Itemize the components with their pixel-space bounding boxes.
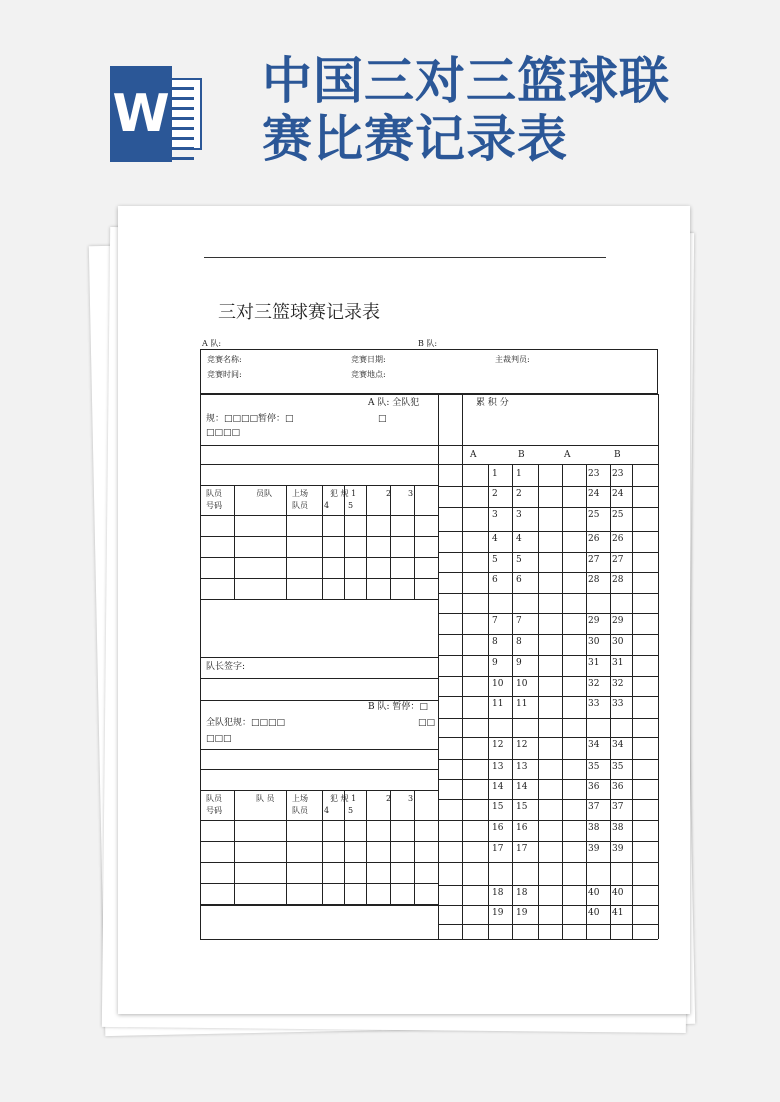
table-rule bbox=[438, 841, 658, 842]
table-rule bbox=[438, 634, 658, 635]
cumulative-score-header: 累 积 分 bbox=[476, 398, 509, 408]
score-cell: 34 bbox=[612, 740, 624, 750]
score-cell: 23 bbox=[588, 469, 600, 479]
table-rule bbox=[390, 485, 391, 599]
score-cell: 26 bbox=[588, 534, 600, 544]
table-rule bbox=[438, 696, 658, 697]
score-cell: 3 bbox=[516, 510, 522, 520]
score-cell: 35 bbox=[612, 762, 624, 772]
score-cell: 5 bbox=[492, 555, 498, 565]
table-rule bbox=[438, 905, 658, 906]
fouls-header: 犯 规 1 bbox=[330, 794, 357, 803]
team-b-fouls: 全队犯规：□□□□ bbox=[206, 718, 286, 728]
score-cell: 7 bbox=[492, 616, 498, 626]
foul-2-header: 2 bbox=[386, 489, 392, 498]
score-col-a: A bbox=[470, 450, 477, 460]
score-col-a2: A bbox=[564, 450, 571, 460]
score-cell: 9 bbox=[492, 658, 498, 668]
match-name-label: 竞赛名称: bbox=[207, 355, 242, 364]
score-cell: 15 bbox=[492, 802, 504, 812]
team-a-fouls-timeouts: 规：□□□□暂停：□ bbox=[206, 414, 294, 424]
score-cell: 8 bbox=[516, 637, 522, 647]
score-cell: 19 bbox=[492, 908, 504, 918]
match-place-label: 竞赛地点: bbox=[351, 370, 386, 379]
table-rule bbox=[234, 790, 235, 904]
score-cell: 8 bbox=[492, 637, 498, 647]
table-rule bbox=[200, 749, 438, 750]
score-cell: 32 bbox=[588, 679, 600, 689]
table-rule bbox=[366, 790, 367, 904]
table-rule bbox=[200, 515, 438, 516]
foul-4-header: 4 bbox=[324, 501, 330, 510]
banner-title-line1: 中国三对三篮球联 bbox=[262, 51, 670, 110]
table-rule bbox=[632, 464, 633, 939]
score-cell: 2 bbox=[516, 489, 522, 499]
foul-5-header: 5 bbox=[348, 806, 354, 815]
score-cell: 12 bbox=[516, 740, 528, 750]
match-date-label: 竞赛日期: bbox=[351, 355, 386, 364]
score-cell: 14 bbox=[492, 782, 504, 792]
table-rule bbox=[438, 779, 658, 780]
score-cell: 6 bbox=[492, 575, 498, 585]
score-record-table bbox=[200, 394, 658, 939]
score-cell: 15 bbox=[516, 802, 528, 812]
table-rule bbox=[438, 394, 439, 939]
score-cell: 7 bbox=[516, 616, 522, 626]
score-cell: 28 bbox=[588, 575, 600, 585]
table-rule bbox=[610, 464, 611, 939]
score-cell: 17 bbox=[492, 844, 504, 854]
team-a-label: A 队: bbox=[202, 339, 222, 348]
table-rule bbox=[200, 485, 438, 486]
score-cell: 39 bbox=[588, 844, 600, 854]
foul-2-header: 2 bbox=[386, 794, 392, 803]
score-cell: 3 bbox=[492, 510, 498, 520]
table-rule bbox=[286, 485, 287, 599]
score-cell: 17 bbox=[516, 844, 528, 854]
banner-title bbox=[262, 52, 742, 168]
score-cell: 10 bbox=[516, 679, 528, 689]
score-cell: 13 bbox=[516, 762, 528, 772]
table-rule bbox=[488, 464, 489, 939]
on-court-header: 上场 bbox=[292, 489, 308, 498]
score-cell: 27 bbox=[588, 555, 600, 565]
score-cell: 39 bbox=[612, 844, 624, 854]
score-col-b: B bbox=[518, 450, 525, 460]
team-a-boxes: □□□□ bbox=[206, 428, 241, 438]
table-rule bbox=[438, 552, 658, 553]
table-rule bbox=[438, 593, 658, 594]
score-cell: 36 bbox=[588, 782, 600, 792]
table-rule bbox=[200, 445, 658, 446]
table-rule bbox=[438, 676, 658, 677]
score-cell: 29 bbox=[588, 616, 600, 626]
table-rule bbox=[200, 883, 438, 884]
table-rule bbox=[286, 790, 287, 904]
table-rule bbox=[344, 485, 345, 599]
table-rule bbox=[200, 657, 438, 658]
fouls-header: 犯 规 1 bbox=[330, 489, 357, 498]
table-rule bbox=[438, 718, 658, 719]
header-rule bbox=[204, 257, 606, 258]
player-number-header: 号码 bbox=[206, 501, 222, 510]
score-cell: 16 bbox=[516, 823, 528, 833]
table-rule bbox=[438, 531, 658, 532]
score-cell: 41 bbox=[612, 908, 624, 918]
table-rule bbox=[562, 464, 563, 939]
score-cell: 40 bbox=[588, 908, 600, 918]
table-rule bbox=[200, 678, 438, 679]
score-cell: 4 bbox=[492, 534, 498, 544]
document-page bbox=[118, 206, 690, 1014]
table-rule bbox=[438, 759, 658, 760]
score-cell: 37 bbox=[588, 802, 600, 812]
table-rule bbox=[438, 737, 658, 738]
score-cell: 29 bbox=[612, 616, 624, 626]
table-rule bbox=[438, 655, 658, 656]
player-name-header: 队 员 bbox=[256, 794, 275, 803]
table-rule bbox=[438, 613, 658, 614]
score-cell: 27 bbox=[612, 555, 624, 565]
team-b-block-header: B 队: 暂停：□ bbox=[368, 702, 428, 712]
score-cell: 37 bbox=[612, 802, 624, 812]
score-cell: 34 bbox=[588, 740, 600, 750]
table-rule bbox=[414, 790, 415, 904]
word-icon: W bbox=[110, 66, 208, 162]
player-number-header: 队员 bbox=[206, 489, 222, 498]
player-number-header: 号码 bbox=[206, 806, 222, 815]
score-cell: 32 bbox=[612, 679, 624, 689]
table-rule bbox=[200, 862, 438, 863]
score-cell: 38 bbox=[588, 823, 600, 833]
table-rule bbox=[438, 507, 658, 508]
foul-4-header: 4 bbox=[324, 806, 330, 815]
table-rule bbox=[438, 924, 658, 925]
score-cell: 4 bbox=[516, 534, 522, 544]
score-cell: 13 bbox=[492, 762, 504, 772]
score-cell: 18 bbox=[516, 888, 528, 898]
table-rule bbox=[200, 536, 438, 537]
foul-3-header: 3 bbox=[408, 794, 414, 803]
captain-signature-label: 队长签字: bbox=[206, 662, 246, 672]
table-rule bbox=[438, 862, 658, 863]
on-court-header: 队员 bbox=[292, 806, 308, 815]
table-rule bbox=[200, 578, 438, 579]
score-cell: 30 bbox=[612, 637, 624, 647]
chief-referee-label: 主裁判员: bbox=[495, 355, 530, 364]
table-rule bbox=[344, 790, 345, 904]
score-cell: 28 bbox=[612, 575, 624, 585]
team-a-extra-box: □ bbox=[378, 414, 387, 424]
foul-5-header: 5 bbox=[348, 501, 354, 510]
score-cell: 16 bbox=[492, 823, 504, 833]
score-cell: 25 bbox=[612, 510, 624, 520]
score-cell: 2 bbox=[492, 489, 498, 499]
score-cell: 24 bbox=[588, 489, 600, 499]
table-rule bbox=[366, 485, 367, 599]
team-a-block-header: A 队: 全队犯 bbox=[368, 398, 420, 408]
score-cell: 6 bbox=[516, 575, 522, 585]
team-b-extra-boxes: □□ bbox=[418, 718, 436, 728]
table-rule bbox=[200, 557, 438, 558]
table-rule bbox=[200, 700, 438, 701]
score-cell: 11 bbox=[492, 699, 504, 709]
score-cell: 10 bbox=[492, 679, 504, 689]
team-b-boxes: □□□ bbox=[206, 734, 232, 744]
table-rule bbox=[438, 799, 658, 800]
score-cell: 1 bbox=[516, 469, 522, 479]
table-rule bbox=[322, 790, 323, 904]
team-b-label: B 队: bbox=[418, 339, 438, 348]
table-rule bbox=[586, 464, 587, 939]
score-cell: 1 bbox=[492, 469, 498, 479]
table-rule bbox=[200, 464, 658, 465]
match-info-box bbox=[200, 349, 658, 394]
score-cell: 35 bbox=[588, 762, 600, 772]
table-rule bbox=[438, 486, 658, 487]
table-rule bbox=[438, 820, 658, 821]
table-rule bbox=[200, 905, 438, 906]
on-court-header: 上场 bbox=[292, 794, 308, 803]
score-cell: 31 bbox=[612, 658, 624, 668]
table-rule bbox=[438, 885, 658, 886]
foul-3-header: 3 bbox=[408, 489, 414, 498]
table-rule bbox=[414, 485, 415, 599]
score-cell: 33 bbox=[588, 699, 600, 709]
score-cell: 40 bbox=[612, 888, 624, 898]
table-rule bbox=[538, 464, 539, 939]
score-cell: 25 bbox=[588, 510, 600, 520]
table-rule bbox=[390, 790, 391, 904]
match-time-label: 竞赛时间: bbox=[207, 370, 242, 379]
banner bbox=[0, 0, 780, 200]
score-cell: 12 bbox=[492, 740, 504, 750]
score-cell: 26 bbox=[612, 534, 624, 544]
table-rule bbox=[438, 572, 658, 573]
table-rule bbox=[200, 820, 438, 821]
score-cell: 19 bbox=[516, 908, 528, 918]
score-cell: 14 bbox=[516, 782, 528, 792]
banner-title-line2: 赛比赛记录表 bbox=[262, 109, 568, 168]
score-cell: 31 bbox=[588, 658, 600, 668]
player-number-header: 队员 bbox=[206, 794, 222, 803]
score-cell: 38 bbox=[612, 823, 624, 833]
score-cell: 36 bbox=[612, 782, 624, 792]
table-rule bbox=[200, 599, 438, 600]
table-rule bbox=[200, 769, 438, 770]
table-rule bbox=[512, 464, 513, 939]
player-name-header: 员队 bbox=[256, 489, 272, 498]
score-cell: 18 bbox=[492, 888, 504, 898]
score-cell: 9 bbox=[516, 658, 522, 668]
score-col-b2: B bbox=[614, 450, 621, 460]
on-court-header: 队员 bbox=[292, 501, 308, 510]
table-rule bbox=[200, 841, 438, 842]
table-rule bbox=[234, 485, 235, 599]
score-cell: 5 bbox=[516, 555, 522, 565]
score-cell: 24 bbox=[612, 489, 624, 499]
score-cell: 30 bbox=[588, 637, 600, 647]
table-rule bbox=[322, 485, 323, 599]
score-cell: 11 bbox=[516, 699, 528, 709]
score-cell: 33 bbox=[612, 699, 624, 709]
score-cell: 40 bbox=[588, 888, 600, 898]
table-rule bbox=[462, 394, 463, 939]
table-rule bbox=[200, 790, 438, 791]
document-title: 三对三篮球赛记录表 bbox=[218, 302, 380, 323]
score-cell: 23 bbox=[612, 469, 624, 479]
